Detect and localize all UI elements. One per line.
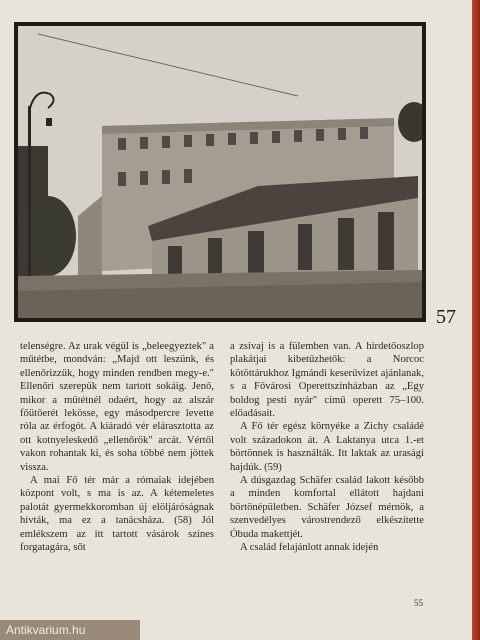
paragraph: A család felajánlott annak idején [240,542,379,554]
page-number: 55 [414,598,423,608]
paragraph: A Fő tér egész környéke a Zichy családé volt századokon át. A Laktanya utca 1.-et börtönnek is használták. Itt laktak az urasági hajdúk. (59) [230,421,424,473]
paragraph: telenségre. Az urak végül is „beleegyeztek" a műtétbe, mondván: „Majd ott leszünk, és ellenőrizzük, hogy minden rendben megy-e." Ellenőri szerepük nem tartott sokáig. Jenő, mikor a műtétnél odaért, hogy az alszár főütőerét lekösse, egy másodpercre levette róla az érfogót. A kiáradó vér elárasztotta az ott kotnyeleskedő „ellenőrök" arcát. Vértől vakon rohantak ki, és soha többé nem jöttek vissza. [20,341,214,473]
figure-number: 57 [436,306,456,328]
paragraph: a zsivaj is a fülemben van. A hirdetőoszlop plakátjai kibetűzhetők: a Norcoc kötöttárukhoz Igmándi keserűvizet ajánlanak, s a Fővárosi Operettszínházban az „Egy boldog pesti nyár" című operett 75–100. előadásait. [230,341,424,420]
paragraph: A mai Fő tér már a rómaiak idejében központ volt, s ma is az. A kétemeletes palotát gyermekkoromban új elöljáróságnak hívták, ma ez a tanácsháza. (58) Jól emlékszem az itt tartott vásárok színes forgatagára, sőt [20,475,214,554]
text-column-left [20,340,214,555]
historic-photo [14,22,426,322]
paragraph: A dúsgazdag Schäfer család lakott később a minden komfortal ellátott hajdani börtönépületben. Schäfer József mérnök, a szenvedélyes várostrendező elkészítette Óbuda makettjét. [230,475,424,540]
watermark: Antikvarium.hu [0,620,140,640]
text-column-right [230,340,424,555]
photo-image [18,26,422,318]
book-edge [472,0,480,640]
historic-building-photo-icon [18,26,422,318]
